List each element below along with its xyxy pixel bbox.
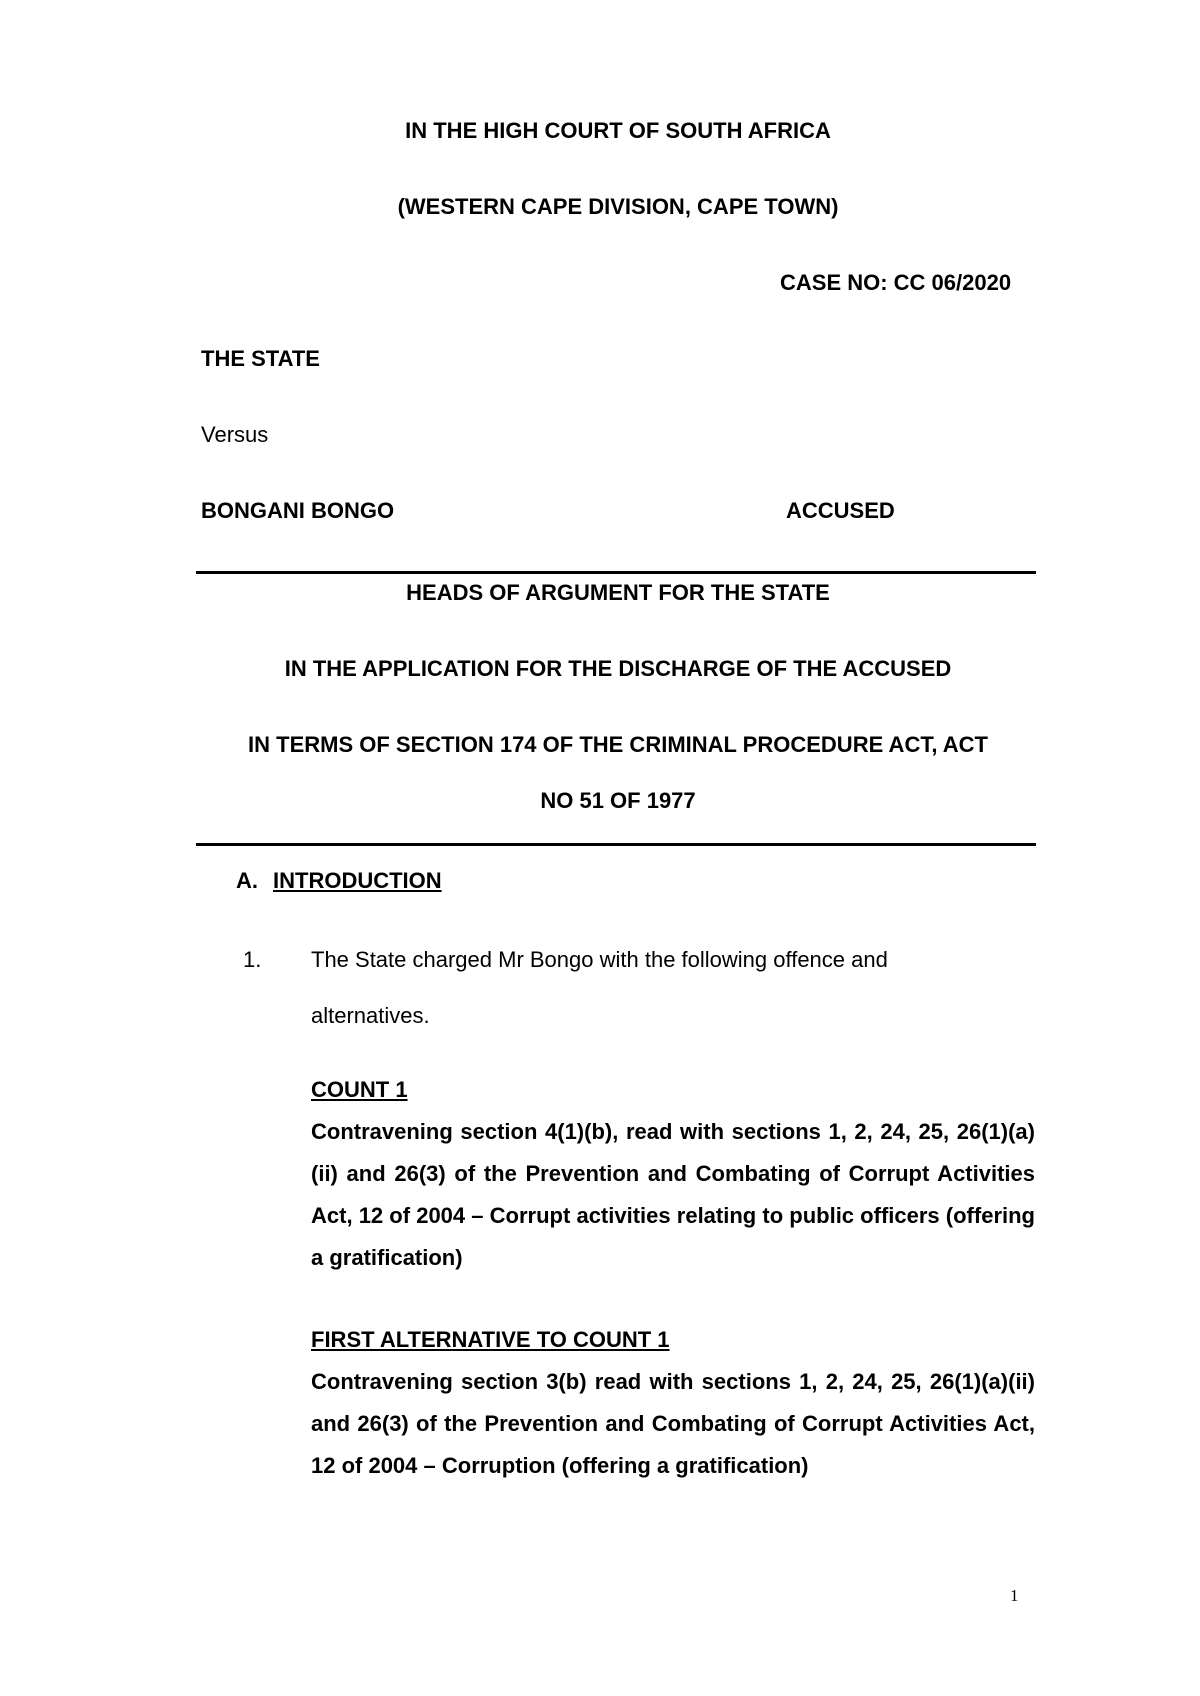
accused-name: BONGANI BONGO [201, 498, 395, 523]
heading-line-3: IN TERMS OF SECTION 174 OF THE CRIMINAL PROCEDURE ACT, ACT [248, 732, 988, 757]
para-line-1: The State charged Mr Bongo with the following offence and [311, 947, 888, 972]
alternative-1-title: FIRST ALTERNATIVE TO COUNT 1 [311, 1327, 670, 1352]
count-1-text: Contravening section 4(1)(b), read with sections 1, 2, 24, 25, 26(1)(a)(ii) and 26(3) of the Prevention and Combating of Corrupt Activities Act, 12 of 2004 – Corrupt activities relating to public officers (offering a gratification) [311, 1119, 1035, 1270]
party-state: THE STATE [201, 346, 320, 371]
versus-text: Versus [201, 422, 269, 447]
section-letter: A. [236, 868, 258, 893]
para-line-2: alternatives. [311, 1003, 430, 1028]
court-name: IN THE HIGH COURT OF SOUTH AFRICA [405, 118, 831, 143]
section-title: INTRODUCTION [273, 868, 442, 893]
para-number: 1. [243, 947, 262, 972]
count-1-title: COUNT 1 [311, 1077, 408, 1102]
accused-role: ACCUSED [786, 498, 895, 523]
court-division: (WESTERN CAPE DIVISION, CAPE TOWN) [397, 194, 839, 219]
bottom-divider [196, 843, 1036, 846]
heading-line-1: HEADS OF ARGUMENT FOR THE STATE [406, 580, 830, 605]
heading-line-4: NO 51 OF 1977 [540, 788, 696, 813]
case-number: CASE NO: CC 06/2020 [780, 270, 1012, 295]
heading-line-2: IN THE APPLICATION FOR THE DISCHARGE OF THE ACCUSED [284, 656, 952, 681]
top-divider [196, 571, 1036, 574]
page-number: 1 [1010, 1586, 1019, 1605]
alternative-1-text: Contravening section 3(b) read with sections 1, 2, 24, 25, 26(1)(a)(ii) and 26(3) of the Prevention and Combating of Corrupt Activities Act, 12 of 2004 – Corruption (offering a gratification) [311, 1369, 1035, 1478]
